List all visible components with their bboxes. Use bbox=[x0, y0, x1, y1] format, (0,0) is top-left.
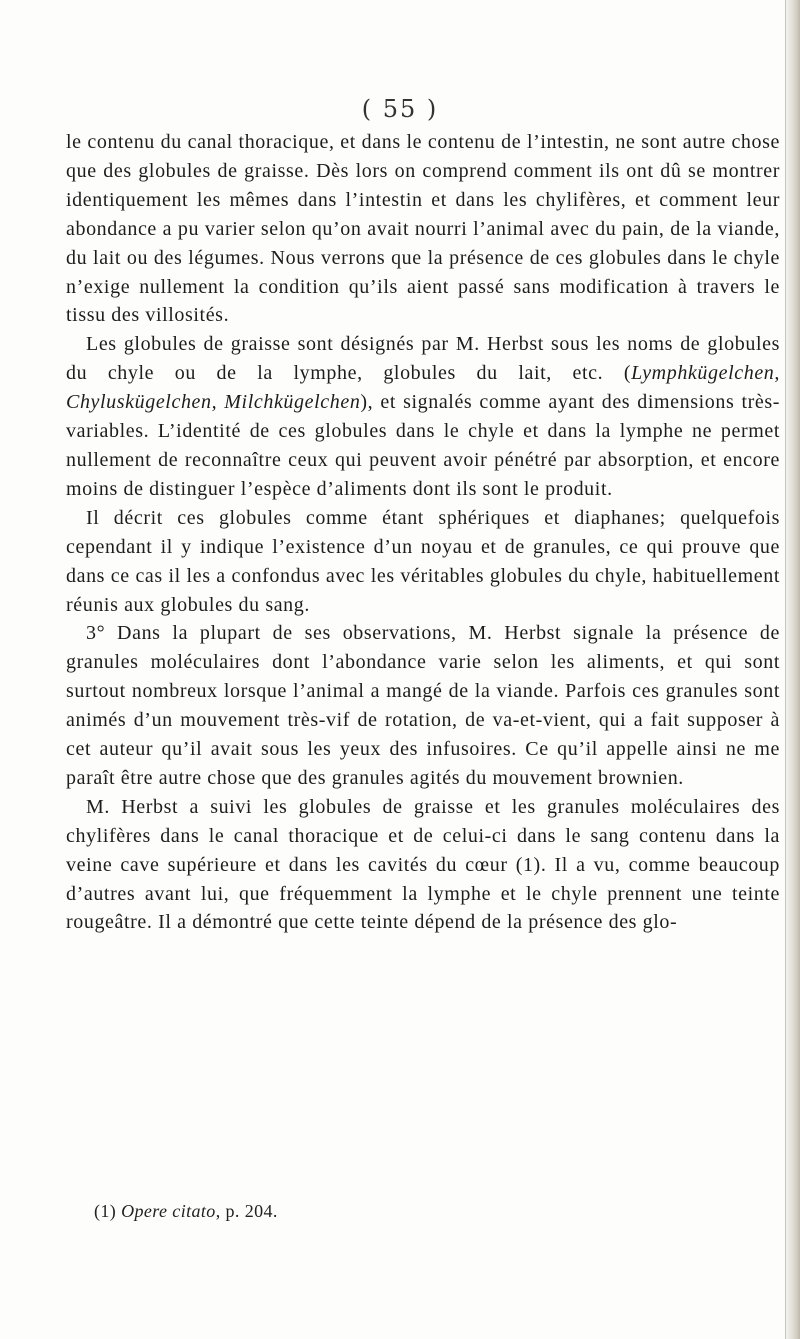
text-segment: ), et signalés comme ayant des dimensions très-variables. L’identité de ces globules dans le chyle et dans la lymphe ne permet nullement de reconnaître ceux qui peuvent avoir pénétré par absorption, et encore moins de distinguer l’espèce d’aliments dont ils sont le produit. bbox=[66, 391, 781, 500]
footnote-page-ref: , p. 204. bbox=[215, 1201, 278, 1221]
paragraph bbox=[66, 793, 780, 938]
paragraph bbox=[66, 619, 780, 792]
body-text bbox=[66, 128, 780, 937]
paragraph bbox=[66, 504, 780, 620]
italic-text-segment: Lymphkügelchen, Chyluskügelchen, Milchkügelchen bbox=[66, 362, 780, 414]
page-edge-shadow bbox=[786, 0, 800, 1339]
text-segment: le contenu du canal thoracique, et dans le contenu de l’intestin, ne sont autre chose que des globules de graisse. Dès lors on comprend comment ils ont dû se montrer identiquement les mêmes dans l’intestin et dans les chylifères, et comment leur abondance a pu varier selon qu’on avait nourri l’animal avec du pain, de la viande, du lait ou des légumes. Nous verrons que la présence de ces globules dans le chyle n’exige nullement la condition qu’ils aient passé sans modification à travers le tissu des villosités. bbox=[66, 131, 780, 327]
text-segment: Il décrit ces globules comme étant sphériques et diaphanes; quelquefois cependant il y indique l’existence d’un noyau et de granules, ce qui prouve que dans ce cas il les a confondus avec les véritables globules du chyle, habituellement réunis aux globules du sang. bbox=[66, 506, 780, 616]
footnote bbox=[94, 1201, 278, 1222]
text-segment: Les globules de graisse sont désignés par M. Herbst sous les noms de globules du chyle ou de la lymphe, globules du lait, etc. ( bbox=[66, 333, 780, 385]
text-segment: M. Herbst a suivi les globules de graisse et les granules moléculaires des chylifères dans le canal thoracique et de celui-ci dans le sang contenu dans la veine cave supérieure et dans les cavités du cœur (1). Il a vu, comme beaucoup d’autres avant lui, que fréquemment la lymphe et le chyle prennent une teinte rougeâtre. Il a démontré que cette teinte dépend de la présence des glo- bbox=[66, 795, 780, 934]
footnote-citation: Opere citato bbox=[121, 1201, 216, 1221]
paragraph bbox=[66, 330, 780, 503]
text-segment: 3° Dans la plupart de ses observations, M. Herbst signale la présence de granules moléculaires dont l’abondance varie selon les aliments, et qui sont surtout nombreux lorsque l’animal a mangé de la viande. Parfois ces granules sont animés d’un mouvement très-vif de rotation, de va-et-vient, qui a fait supposer à cet auteur qu’il avait sous les yeux des infusoires. Ce qu’il appelle ainsi ne me paraît être autre chose que des granules agités du mouvement brownien. bbox=[66, 622, 780, 789]
page-number: ( 55 ) bbox=[361, 95, 439, 123]
paragraph bbox=[66, 128, 780, 330]
footnote-marker: (1) bbox=[94, 1201, 122, 1221]
